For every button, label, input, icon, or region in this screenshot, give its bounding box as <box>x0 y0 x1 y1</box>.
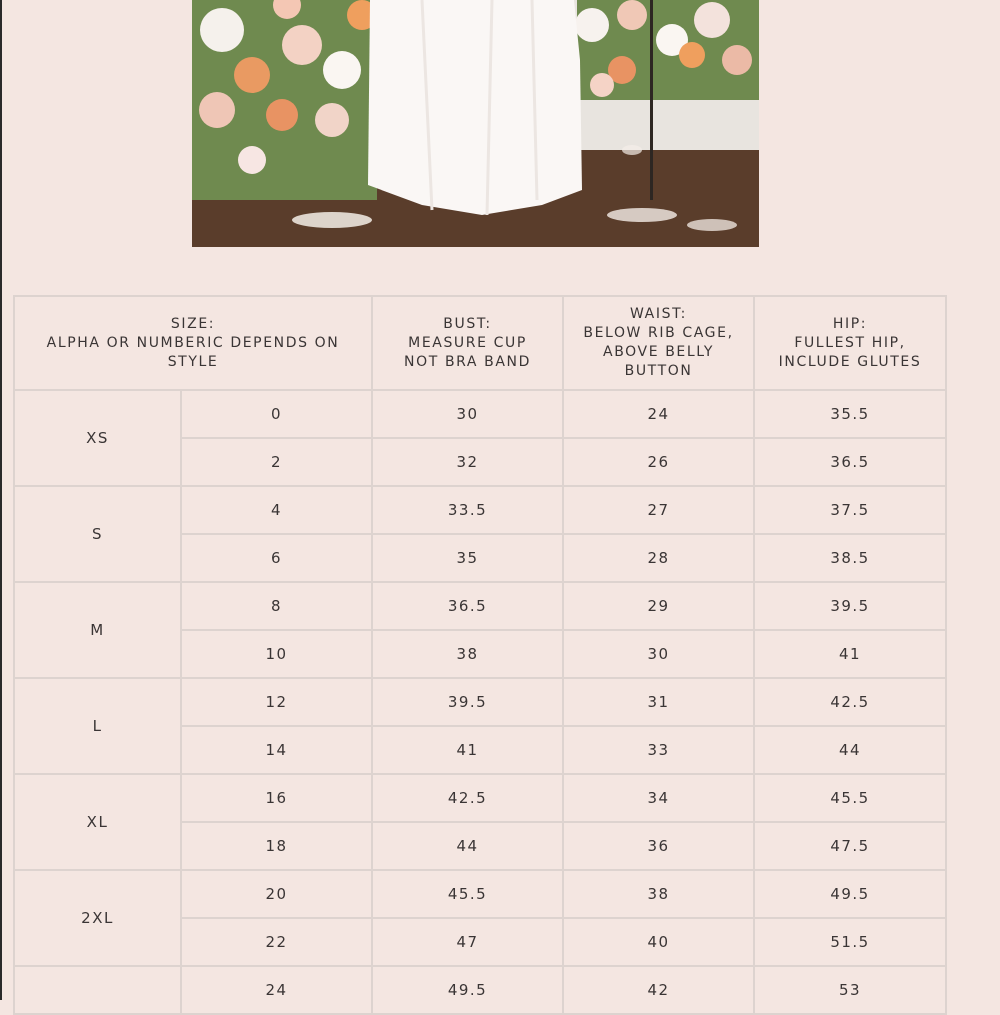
bust-cell: 38 <box>372 630 563 678</box>
table-row <box>14 390 946 438</box>
size-chart-body <box>14 390 946 1014</box>
numeric-size-cell: 6 <box>181 534 372 582</box>
photo-illustration <box>192 0 759 247</box>
bust-header-line: MEASURE CUP <box>408 334 527 351</box>
waist-cell: 24 <box>563 390 754 438</box>
table-row <box>14 870 946 918</box>
bust-cell: 47 <box>372 918 563 966</box>
bust-cell: 30 <box>372 390 563 438</box>
alpha-size-cell: S <box>14 486 181 582</box>
flowers-right <box>575 0 759 100</box>
bust-cell: 41 <box>372 726 563 774</box>
numeric-size-cell: 8 <box>181 582 372 630</box>
waist-cell: 27 <box>563 486 754 534</box>
bust-cell: 45.5 <box>372 870 563 918</box>
waist-header-line: BUTTON <box>624 363 693 379</box>
waist-header-line: ABOVE BELLY <box>603 344 714 360</box>
bust-cell: 35 <box>372 534 563 582</box>
hip-cell: 53 <box>754 966 946 1014</box>
waist-header-line: WAIST: <box>630 306 688 322</box>
table-row <box>14 774 946 822</box>
size-header-line: SIZE: <box>170 315 216 332</box>
alpha-size-cell: M <box>14 582 181 678</box>
bust-header-line: NOT BRA BAND <box>404 353 531 370</box>
size-column-header <box>14 296 372 390</box>
numeric-size-cell: 12 <box>181 678 372 726</box>
numeric-size-cell: 18 <box>181 822 372 870</box>
hip-cell: 42.5 <box>754 678 946 726</box>
hip-cell: 38.5 <box>754 534 946 582</box>
hip-column-header <box>754 296 946 390</box>
hip-cell: 35.5 <box>754 390 946 438</box>
hip-cell: 41 <box>754 630 946 678</box>
hip-cell: 36.5 <box>754 438 946 486</box>
numeric-size-cell: 4 <box>181 486 372 534</box>
flowers-left <box>192 0 377 200</box>
numeric-size-cell: 20 <box>181 870 372 918</box>
window-edge <box>0 0 2 1000</box>
hip-cell: 37.5 <box>754 486 946 534</box>
numeric-size-cell: 2 <box>181 438 372 486</box>
waist-cell: 42 <box>563 966 754 1014</box>
bust-cell: 33.5 <box>372 486 563 534</box>
waist-header-line: BELOW RIB CAGE, <box>583 325 734 341</box>
table-row <box>14 582 946 630</box>
alpha-size-cell: XL <box>14 774 181 870</box>
table-row <box>14 486 946 534</box>
waist-cell: 29 <box>563 582 754 630</box>
hip-cell: 51.5 <box>754 918 946 966</box>
hip-cell: 49.5 <box>754 870 946 918</box>
bust-cell: 39.5 <box>372 678 563 726</box>
waist-cell: 38 <box>563 870 754 918</box>
hip-cell: 39.5 <box>754 582 946 630</box>
waist-cell: 33 <box>563 726 754 774</box>
waist-cell: 28 <box>563 534 754 582</box>
numeric-size-cell: 0 <box>181 390 372 438</box>
size-chart-table <box>13 295 947 1015</box>
numeric-size-cell: 16 <box>181 774 372 822</box>
hip-cell: 44 <box>754 726 946 774</box>
hip-header-line: FULLEST HIP, <box>794 334 906 351</box>
size-header-line: STYLE <box>167 353 219 370</box>
waist-cell: 30 <box>563 630 754 678</box>
bust-cell: 49.5 <box>372 966 563 1014</box>
numeric-size-cell: 22 <box>181 918 372 966</box>
bust-cell: 36.5 <box>372 582 563 630</box>
waist-cell: 36 <box>563 822 754 870</box>
bust-cell: 42.5 <box>372 774 563 822</box>
bust-header-line: BUST: <box>443 315 492 332</box>
table-row <box>14 966 946 1014</box>
waist-cell: 40 <box>563 918 754 966</box>
numeric-size-cell: 14 <box>181 726 372 774</box>
bust-cell: 44 <box>372 822 563 870</box>
alpha-size-cell: 2XL <box>14 870 181 966</box>
hip-header-line: HIP: <box>832 315 868 332</box>
numeric-size-cell: 10 <box>181 630 372 678</box>
hip-header-line: INCLUDE GLUTES <box>778 353 922 370</box>
numeric-size-cell: 24 <box>181 966 372 1014</box>
bust-column-header <box>372 296 563 390</box>
bust-cell: 32 <box>372 438 563 486</box>
alpha-size-cell: L <box>14 678 181 774</box>
alpha-size-cell <box>14 966 181 1014</box>
alpha-size-cell: XS <box>14 390 181 486</box>
waist-cell: 34 <box>563 774 754 822</box>
waist-cell: 26 <box>563 438 754 486</box>
size-header-line: ALPHA OR NUMBERIC DEPENDS ON <box>46 334 340 351</box>
hip-cell: 47.5 <box>754 822 946 870</box>
waist-cell: 31 <box>563 678 754 726</box>
size-chart-header-row <box>14 296 946 390</box>
waist-column-header <box>563 296 754 390</box>
hip-cell: 45.5 <box>754 774 946 822</box>
product-photo <box>192 0 759 247</box>
table-row <box>14 678 946 726</box>
